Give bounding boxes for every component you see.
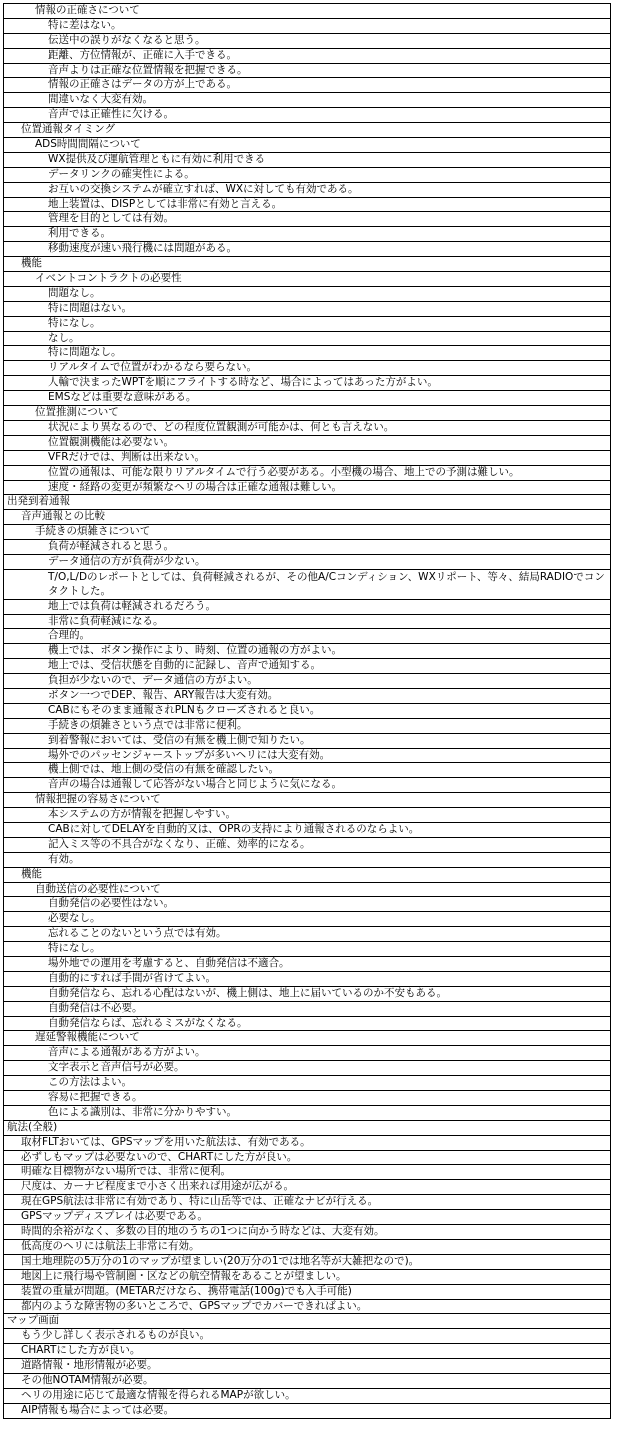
- row-text: 手続きの煩雑さという点では非常に便利。: [48, 718, 248, 731]
- row-text: もう少し詳しく表示されるものが良い。: [21, 1329, 210, 1342]
- subsection-row: [4, 1136, 610, 1151]
- row-text: 明確な目標物がない場所では、非常に便利。: [21, 1165, 231, 1178]
- response-row: [4, 168, 610, 183]
- row-text: CABに対してDELAYを自動的又は、OPRの支持により通報されるのならよい。: [48, 823, 420, 835]
- subsection-row: [4, 1255, 610, 1270]
- response-row: [4, 838, 610, 853]
- response-row: [4, 1046, 610, 1061]
- row-text: ヘリの用途に応じて最適な情報を得られるMAPが欲しい。: [21, 1388, 296, 1401]
- response-row: [4, 481, 610, 496]
- subsection-row: [4, 1270, 610, 1285]
- response-row: [4, 19, 610, 34]
- response-row: [4, 78, 610, 93]
- response-row: [4, 346, 610, 361]
- response-row: [4, 853, 610, 868]
- row-text: 負担が少ないので、データ通信の方がよい。: [48, 674, 258, 687]
- row-text: 特になし。: [48, 316, 101, 329]
- row-text: 地上では負荷は軽減されるだろう。: [48, 599, 216, 612]
- subsection-row: [4, 510, 610, 525]
- response-row: [4, 659, 610, 674]
- row-text: 音声では正確性に欠ける。: [48, 108, 174, 121]
- row-text: 自動的にすれば手間が省けてよい。: [48, 971, 216, 984]
- response-row: [4, 540, 610, 555]
- row-text: 本システムの方が情報を把握しやすい。: [48, 808, 236, 821]
- row-text: 遅延警報機能について: [35, 1031, 140, 1044]
- row-text: 尺度は、カーナビ程度まで小さく出来れば用途が広がる。: [21, 1180, 294, 1193]
- topic-row: [4, 525, 610, 540]
- response-row: [4, 734, 610, 749]
- row-text: 位置観測機能は必要ない。: [48, 435, 174, 448]
- response-row: [4, 34, 610, 49]
- row-text: 道路情報・地形情報が必要。: [21, 1359, 158, 1372]
- topic-row: [4, 406, 610, 421]
- row-text: 地上装置は、DISPとしては非常に有効と言える。: [48, 197, 283, 210]
- row-text: 容易に把握できる。: [48, 1091, 143, 1104]
- response-row: [4, 153, 610, 168]
- row-text: 位置推測について: [35, 406, 119, 419]
- response-row: [4, 600, 610, 615]
- response-row: [4, 421, 610, 436]
- response-row: [4, 763, 610, 778]
- response-row: [4, 198, 610, 213]
- row-text: 特に差はない。: [48, 18, 122, 31]
- response-row: [4, 1061, 610, 1076]
- subsection-row: [4, 1404, 610, 1419]
- row-text: 出発到着通報: [7, 495, 70, 508]
- subsection-row: [4, 1225, 610, 1240]
- subsection-row: [4, 123, 610, 138]
- topic-row: [4, 272, 610, 287]
- subsection-row: [4, 257, 610, 272]
- survey-response-table: [3, 3, 611, 1419]
- response-row: [4, 227, 610, 242]
- row-text: 移動速度が速い飛行機には問題がある。: [48, 242, 237, 255]
- row-text: 色による識別は、非常に分かりやすい。: [48, 1105, 237, 1118]
- row-text: 情報の正確さはデータの方が上である。: [48, 78, 237, 91]
- response-row: [4, 376, 610, 391]
- row-text: マップ画面: [7, 1314, 60, 1327]
- row-text: 特に問題なし。: [48, 346, 122, 359]
- response-row: [4, 912, 610, 927]
- row-text: 管理を目的としては有効。: [48, 212, 174, 225]
- row-text: 必要なし。: [48, 912, 101, 925]
- row-text: ボタン一つでDEP、報告、ARY報告は大変有効。: [48, 688, 279, 701]
- response-row: [4, 749, 610, 764]
- row-text: 場外でのパッセンジャーストップが多いヘリには大変有効。: [48, 748, 331, 761]
- row-text: 時間的余裕がなく、多数の目的地のうちの1つに向かう時などは、大変有効。: [21, 1225, 385, 1238]
- row-text: お互いの交換システムが確立すれば、WXに対しても有効である。: [48, 182, 359, 195]
- response-row: [4, 466, 610, 481]
- subsection-row: [4, 1389, 610, 1404]
- row-text: 記入ミス等の不具合がなくなり、正確、効率的になる。: [48, 837, 311, 850]
- row-text: 状況により異なるので、どの程度位置観測が可能かは、何とも言えない。: [48, 420, 395, 433]
- response-row: [4, 704, 610, 719]
- response-row: [4, 93, 610, 108]
- subsection-row: [4, 1180, 610, 1195]
- response-row: [4, 972, 610, 987]
- subsection-row: [4, 1195, 610, 1210]
- row-text: EMSなどは重要な意味がある。: [48, 391, 197, 404]
- response-row: [4, 555, 610, 570]
- row-text: リアルタイムで位置がわかるなら要らない。: [48, 361, 257, 374]
- subsection-row: [4, 868, 610, 883]
- row-text: 位置の通報は、可能な限りリアルタイムで行う必要がある。小型機の場合、地上での予測は難しい。: [48, 465, 520, 478]
- response-row: [4, 615, 610, 630]
- row-text: 自動発信なら、忘れる心配はないが、機上側は、地上に届いているのか不安もある。: [48, 986, 447, 999]
- response-row: [4, 332, 610, 347]
- response-row: [4, 942, 610, 957]
- row-text: 必ずしもマップは必要ないので、CHARTにした方が良い。: [21, 1150, 298, 1163]
- response-row: [4, 361, 610, 376]
- row-text: 特になし。: [48, 942, 101, 955]
- row-text: 自動発信は不必要。: [48, 1001, 143, 1014]
- row-text: なし。: [48, 331, 80, 344]
- row-text: データ通信の方が負荷が少ない。: [48, 554, 206, 567]
- response-row: [4, 183, 610, 198]
- row-text: VFRだけでは、判断は出来ない。: [48, 450, 206, 463]
- response-row: [4, 242, 610, 257]
- row-text: 負荷が軽減されると思う。: [48, 540, 174, 553]
- subsection-row: [4, 1374, 610, 1389]
- response-row: [4, 674, 610, 689]
- row-text: ADS時間間隔について: [35, 138, 141, 151]
- response-row: [4, 644, 610, 659]
- topic-row: [4, 793, 610, 808]
- row-text: WX提供及び運航管理ともに有効に利用できる: [48, 152, 266, 165]
- subsection-row: [4, 1359, 610, 1374]
- subsection-row: [4, 1165, 610, 1180]
- row-text: 機上では、ボタン操作により、時刻、位置の通報の方がよい。: [48, 644, 342, 657]
- response-row: [4, 957, 610, 972]
- row-text: 機上側では、地上側の受信の有無を確認したい。: [48, 763, 279, 776]
- row-text: 情報把握の容易さについて: [35, 793, 161, 806]
- response-row: [4, 1091, 610, 1106]
- subsection-row: [4, 1285, 610, 1300]
- row-text: 現在GPS航法は非常に有効であり、特に山岳等では、正確なナビが行える。: [21, 1195, 379, 1208]
- row-text: 航法(全般): [7, 1120, 58, 1133]
- row-text: 国土地理院の5万分の1のマップが望ましい(20万分の1では地名等が大雑把なので)。: [21, 1254, 420, 1267]
- row-text: イベントコントラクトの必要性: [35, 272, 182, 285]
- row-text: 非常に負荷軽減になる。: [48, 614, 164, 627]
- response-row: [4, 778, 610, 793]
- response-row: [4, 629, 610, 644]
- response-row: [4, 64, 610, 79]
- response-row: [4, 1106, 610, 1121]
- row-text: 合理的。: [48, 629, 90, 642]
- row-text: AIP情報も場合によっては必要。: [21, 1403, 175, 1416]
- row-text: 機能: [21, 257, 42, 270]
- row-text: 問題なし。: [48, 286, 101, 299]
- response-row: [4, 808, 610, 823]
- section-heading-row: [4, 1314, 610, 1329]
- topic-row: [4, 883, 610, 898]
- subsection-row: [4, 1240, 610, 1255]
- response-row: [4, 391, 610, 406]
- row-text: 自動発信の必要性はない。: [48, 897, 174, 910]
- row-text: 人輸で決まったWPTを順にフライトする時など、場合によってはあった方がよい。: [48, 376, 438, 389]
- section-heading-row: [4, 495, 610, 510]
- row-text: GPSマップディスプレイは必要である。: [21, 1210, 208, 1223]
- row-text: 間違いなく大変有効。: [48, 93, 153, 106]
- response-row: [4, 108, 610, 123]
- response-row: [4, 49, 610, 64]
- response-row: [4, 1017, 610, 1032]
- row-text: 場外地での運用を考慮すると、自動発信は不適合。: [48, 957, 290, 970]
- response-row: [4, 212, 610, 227]
- subsection-row: [4, 1300, 610, 1315]
- row-text: T/O,L/Dのレポートとしては、負荷軽減されるが、その他A/Cコンディション、WXリポート、等々、結局RADIOでコンタクトした。: [48, 570, 605, 598]
- topic-row: [4, 1031, 610, 1046]
- row-text: 装置の重量が問題。(METARだけなら、携帯電話(100g)でも入手可能): [21, 1284, 352, 1297]
- row-text: 音声通報との比較: [21, 510, 105, 523]
- row-text: 位置通報タイミング: [21, 123, 116, 136]
- row-text: 低高度のヘリには航法上非常に有効。: [21, 1239, 200, 1252]
- response-row: [4, 689, 610, 704]
- response-row: [4, 719, 610, 734]
- response-row: [4, 436, 610, 451]
- row-text: この方法はよい。: [48, 1076, 132, 1089]
- row-text: 有効。: [48, 852, 80, 865]
- row-text: 都内のような障害物の多いところで、GPSマップでカバーできればよい。: [21, 1299, 368, 1312]
- response-row: [4, 287, 610, 302]
- row-text: 地上では、受信状態を自動的に記録し、音声で通知する。: [48, 659, 321, 672]
- subsection-row: [4, 1329, 610, 1344]
- row-text: 音声の場合は通報して応答がない場合と同じように気になる。: [48, 778, 342, 791]
- row-text: 忘れることのないという点では有効。: [48, 927, 227, 940]
- topic-row: [4, 138, 610, 153]
- row-text: 自動送信の必要性について: [35, 882, 161, 895]
- row-text: その他NOTAM情報が必要。: [21, 1373, 154, 1386]
- row-text: データリンクの確実性による。: [48, 167, 195, 180]
- row-text: 音声よりは正確な位置情報を把握できる。: [48, 63, 248, 76]
- response-row: [4, 570, 610, 600]
- section-heading-row: [4, 1121, 610, 1136]
- response-row: [4, 987, 610, 1002]
- row-text: CHARTにした方が良い。: [21, 1344, 141, 1357]
- response-row: [4, 317, 610, 332]
- row-text: CABにもそのまま通報されPLNもクローズされると良い。: [48, 703, 321, 716]
- subsection-row: [4, 1344, 610, 1359]
- response-row: [4, 1076, 610, 1091]
- row-text: 伝送中の誤りがなくなると思う。: [48, 33, 206, 46]
- subsection-row: [4, 1151, 610, 1166]
- row-text: 自動発信ならば、忘れるミスがなくなる。: [48, 1016, 248, 1029]
- row-text: 特に問題はない。: [48, 301, 132, 314]
- row-text: 文字表示と音声信号が必要。: [48, 1061, 185, 1074]
- response-row: [4, 451, 610, 466]
- row-text: 地図上に飛行場や管制圏・区などの航空情報をあることが望ましい。: [21, 1269, 347, 1282]
- row-text: 取材FLTおいては、GPSマップを用いた航法は、有効である。: [21, 1135, 311, 1148]
- row-text: 手続きの煩雑さについて: [35, 525, 151, 538]
- response-row: [4, 897, 610, 912]
- row-text: 音声による通報がある方がよい。: [48, 1046, 206, 1059]
- row-text: 距離、方位情報が、正確に入手できる。: [48, 48, 237, 61]
- response-row: [4, 1002, 610, 1017]
- response-row: [4, 302, 610, 317]
- row-text: 到着警報においては、受信の有無を機上側で知りたい。: [48, 733, 311, 746]
- subsection-row: [4, 1210, 610, 1225]
- row-text: 機能: [21, 867, 42, 880]
- response-row: [4, 927, 610, 942]
- row-text: 速度・経路の変更が頻繁なヘリの場合は正確な通報は難しい。: [48, 480, 342, 493]
- row-text: 情報の正確さについて: [35, 4, 140, 16]
- row-text: 利用できる。: [48, 227, 111, 240]
- topic-row: [4, 4, 610, 19]
- response-row: [4, 823, 610, 838]
